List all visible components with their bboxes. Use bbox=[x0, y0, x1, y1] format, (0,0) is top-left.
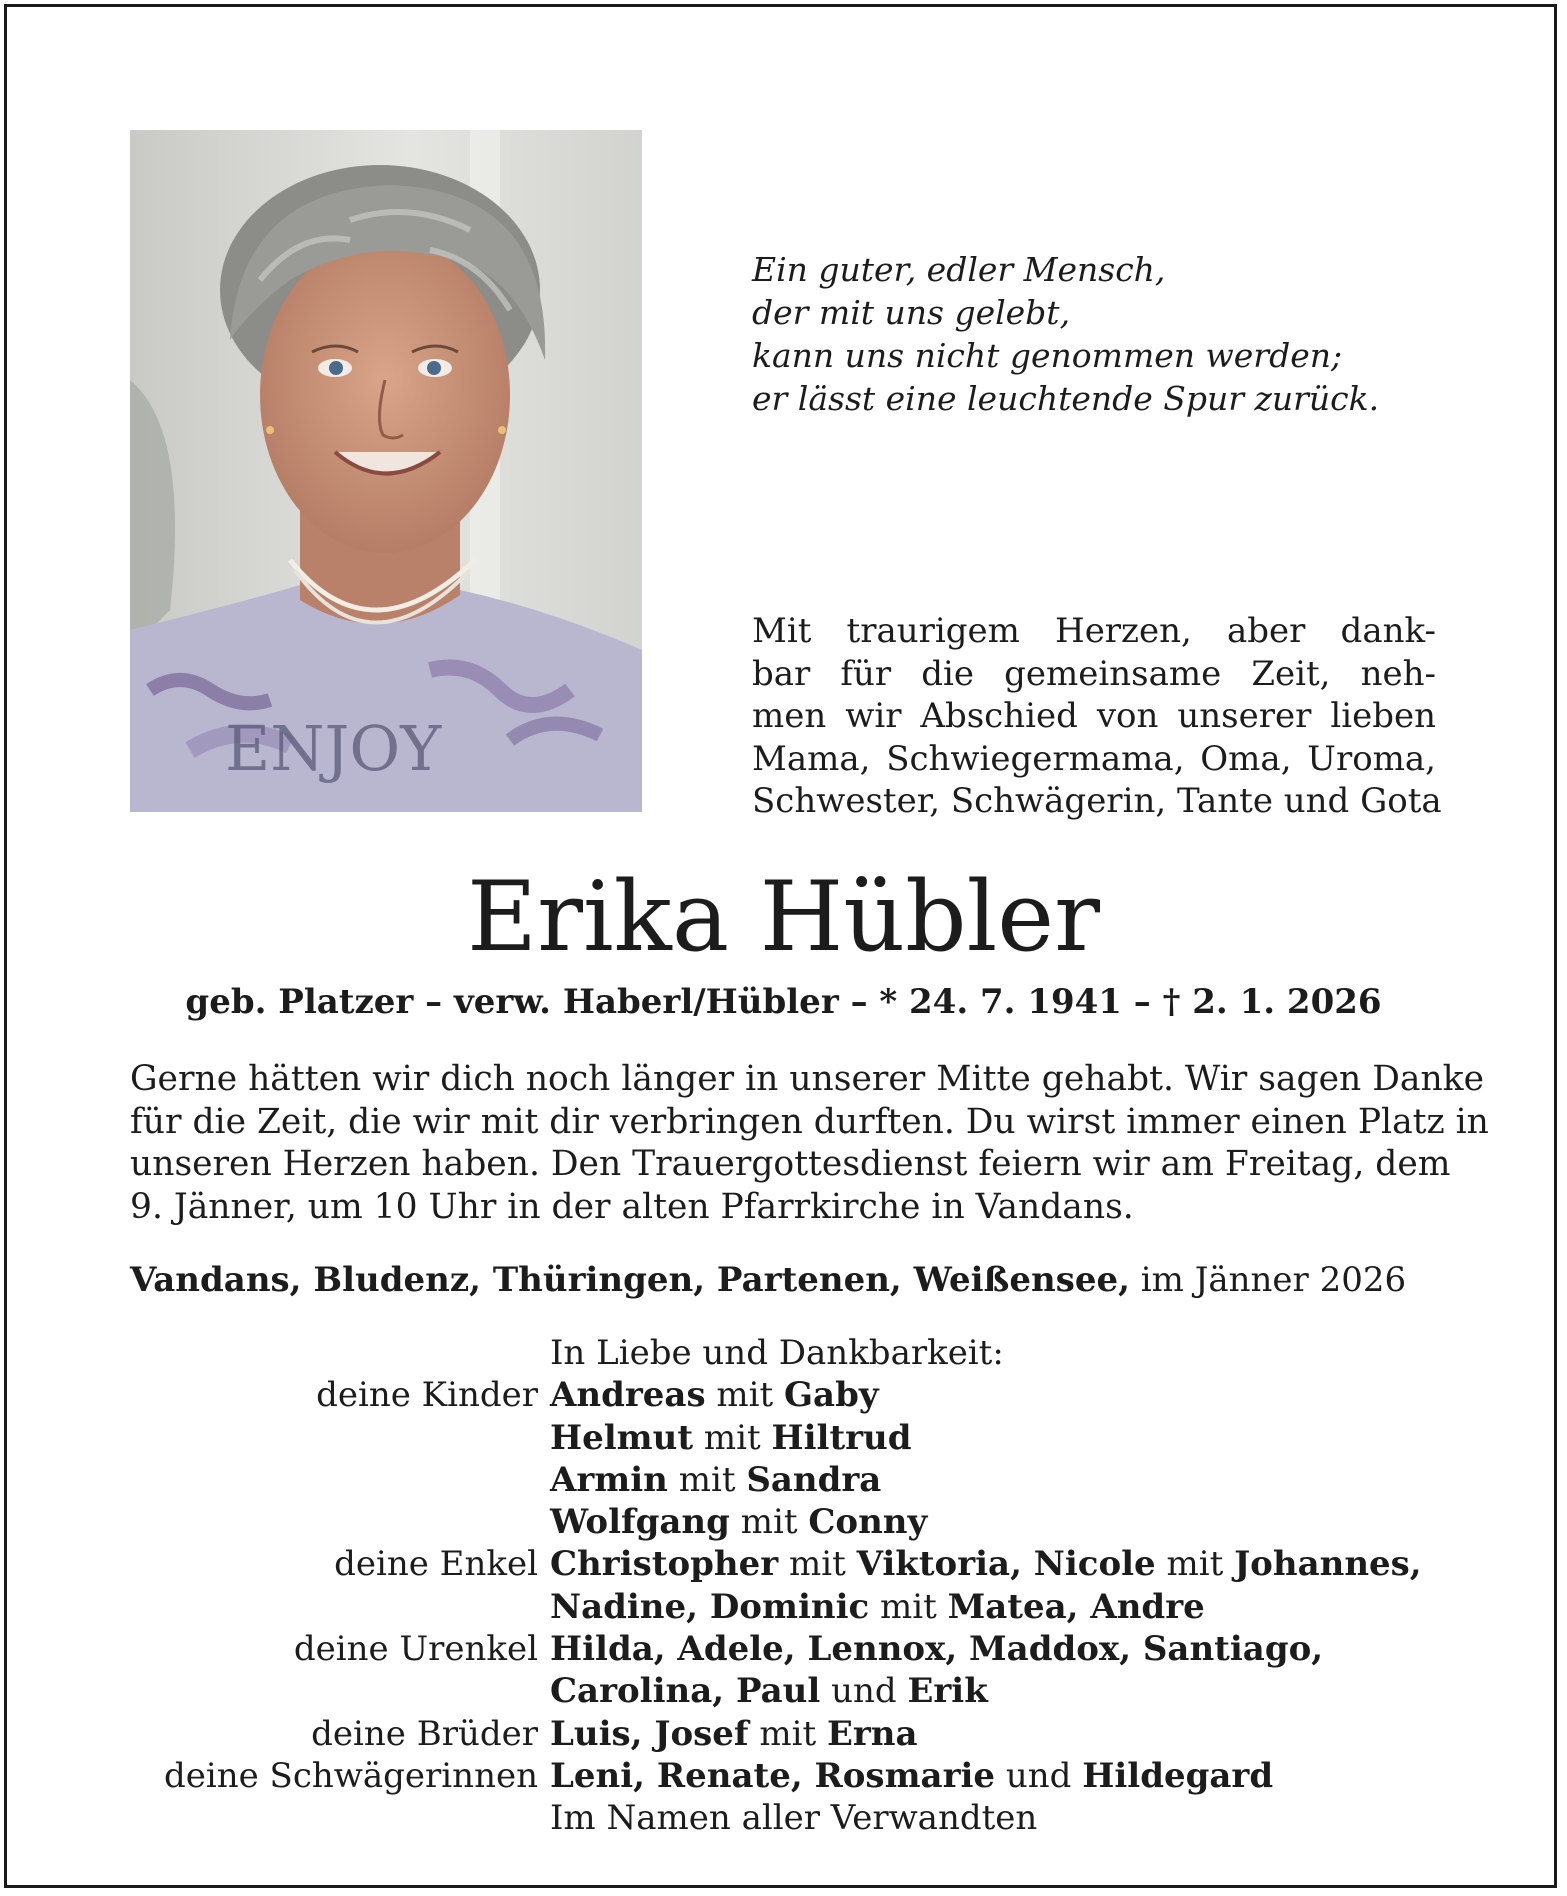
family-row bbox=[100, 1797, 1500, 1839]
family-member-name: Luis, Josef bbox=[550, 1713, 749, 1754]
portrait-photo bbox=[130, 130, 642, 812]
family-role bbox=[100, 1501, 550, 1543]
portrait-illustration bbox=[130, 130, 642, 812]
family-role bbox=[100, 1417, 550, 1459]
family-connector: mit bbox=[1155, 1544, 1235, 1585]
family-connector: mit bbox=[869, 1586, 948, 1627]
quote-line: der mit uns gelebt, bbox=[752, 293, 1071, 332]
intro-line: Mit traurigem Herzen, aber dank- bbox=[752, 611, 1436, 651]
body-line: Gerne hätten wir dich noch länger in unserer Mitte gehabt. Wir sagen Danke bbox=[130, 1059, 1484, 1099]
family-role: deine Schwägerinnen bbox=[163, 1755, 538, 1796]
family-row bbox=[100, 1713, 1500, 1755]
family-connector: und bbox=[820, 1671, 908, 1712]
family-role bbox=[100, 1459, 550, 1501]
family-connector: mit bbox=[667, 1459, 747, 1500]
family-header-row bbox=[100, 1332, 1500, 1374]
body-line: 9. Jänner, um 10 Uhr in der alten Pfarrkirche in Vandans. bbox=[130, 1186, 1134, 1227]
family-connector: Im Namen aller Verwandten bbox=[550, 1798, 1038, 1839]
family-names bbox=[550, 1374, 1500, 1416]
birth-death-line: geb. Platzer – verw. Haberl/Hübler – * 24. 7. 1941 – † 2. 1. 2026 bbox=[185, 982, 1382, 1022]
family-names bbox=[550, 1755, 1500, 1797]
intro-line: Schwester, Schwägerin, Tante und Gota bbox=[752, 781, 1442, 821]
family-member-name: Conny bbox=[808, 1502, 928, 1543]
family-row bbox=[100, 1501, 1500, 1543]
family-names bbox=[550, 1417, 1500, 1459]
quote-line: Ein guter, edler Mensch, bbox=[752, 250, 1166, 289]
family-names bbox=[550, 1543, 1500, 1585]
quote-line: er lässt eine leuchtende Spur zurück. bbox=[752, 379, 1380, 418]
family-names bbox=[550, 1713, 1500, 1755]
family-row bbox=[100, 1374, 1500, 1416]
family-member-name: Hiltrud bbox=[771, 1417, 912, 1458]
intro-paragraph bbox=[752, 610, 1442, 823]
family-member-name: Johannes, bbox=[1234, 1544, 1422, 1585]
shirt-text: ENJOY bbox=[225, 712, 442, 785]
family-role bbox=[100, 1797, 550, 1839]
place-towns: Vandans, Bludenz, Thüringen, Partenen, Weißensee, bbox=[130, 1260, 1130, 1300]
family-member-name: Leni, Renate, Rosmarie bbox=[550, 1755, 996, 1796]
family-role: deine Enkel bbox=[334, 1544, 538, 1585]
family-role bbox=[100, 1670, 550, 1712]
family-member-name: Andreas bbox=[550, 1375, 706, 1416]
family-names bbox=[550, 1628, 1500, 1670]
family-row bbox=[100, 1586, 1500, 1628]
family-row bbox=[100, 1670, 1500, 1712]
family-rows bbox=[100, 1374, 1500, 1839]
family-member-name: Viktoria, Nicole bbox=[856, 1544, 1156, 1585]
family-member-name: Erik bbox=[907, 1671, 988, 1712]
family-list bbox=[100, 1332, 1500, 1840]
family-row bbox=[100, 1755, 1500, 1797]
family-member-name: Hilda, Adele, Lennox, Maddox, Santiago, bbox=[550, 1629, 1324, 1670]
family-connector: mit bbox=[729, 1502, 809, 1543]
family-row bbox=[100, 1543, 1500, 1585]
deceased-name: Erika Hübler bbox=[467, 861, 1100, 973]
family-member-name: Erna bbox=[826, 1713, 918, 1754]
family-row bbox=[100, 1459, 1500, 1501]
body-paragraph bbox=[130, 1058, 1489, 1228]
family-row bbox=[100, 1628, 1500, 1670]
family-member-name: Hildegard bbox=[1082, 1755, 1274, 1796]
family-member-name: Sandra bbox=[746, 1459, 882, 1500]
family-member-name: Nadine, Dominic bbox=[550, 1586, 870, 1627]
family-names bbox=[550, 1501, 1500, 1543]
family-member-name: Wolfgang bbox=[550, 1502, 730, 1543]
quote-line: kann uns nicht genommen werden; bbox=[752, 336, 1343, 375]
family-member-name: Helmut bbox=[550, 1417, 694, 1458]
body-line: unseren Herzen haben. Den Trauergottesdienst feiern wir am Freitag, dem bbox=[130, 1144, 1451, 1184]
family-member-name: Christopher bbox=[550, 1544, 779, 1585]
intro-line: bar für die gemeinsame Zeit, neh- bbox=[752, 653, 1436, 694]
family-names bbox=[550, 1797, 1500, 1839]
family-member-name: Carolina, Paul bbox=[550, 1671, 821, 1712]
family-role: deine Kinder bbox=[316, 1375, 538, 1416]
family-header: In Liebe und Dankbarkeit: bbox=[550, 1333, 1004, 1373]
family-connector: mit bbox=[693, 1417, 772, 1458]
intro-line: Mama, Schwiegermama, Oma, Uroma, bbox=[752, 738, 1436, 779]
family-names bbox=[550, 1670, 1500, 1712]
family-names bbox=[550, 1586, 1500, 1628]
place-date: im Jänner 2026 bbox=[1129, 1260, 1407, 1300]
family-member-name: Matea, Andre bbox=[947, 1586, 1205, 1627]
body-line: für die Zeit, die wir mit dir verbringen durften. Du wirst immer einen Platz in bbox=[130, 1101, 1489, 1142]
family-role: deine Urenkel bbox=[293, 1629, 538, 1670]
family-connector: mit bbox=[778, 1544, 857, 1585]
family-member-name: Armin bbox=[550, 1459, 668, 1500]
family-role: deine Brüder bbox=[311, 1713, 538, 1754]
family-connector: mit bbox=[705, 1375, 784, 1416]
family-member-name: Gaby bbox=[784, 1375, 879, 1416]
place-date-line bbox=[130, 1258, 1406, 1302]
family-connector: und bbox=[995, 1755, 1083, 1796]
family-row bbox=[100, 1417, 1500, 1459]
family-names bbox=[550, 1459, 1500, 1501]
family-connector: mit bbox=[748, 1713, 827, 1754]
intro-line: men wir Abschied von unserer lieben bbox=[752, 696, 1436, 736]
family-role bbox=[100, 1586, 550, 1628]
poem-quote bbox=[752, 248, 1492, 420]
